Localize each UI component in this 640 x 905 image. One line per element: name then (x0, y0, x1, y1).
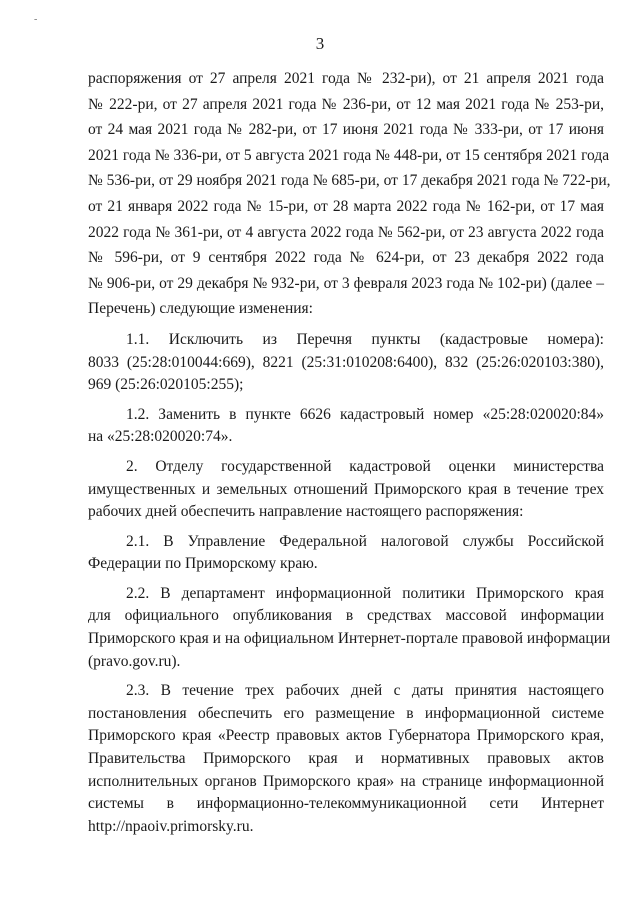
text-line: Приморского края и на официальном Интернет-портале правовой информации (88, 630, 611, 648)
text-line: 2.1. В Управление Федеральной налоговой службы Российской (126, 532, 604, 550)
document-body (88, 66, 611, 838)
text-line: Приморского края «Реестр правовых актов Губернатора Приморского края, (88, 727, 604, 745)
text-line: системы в информационно-телекоммуникационной сети Интернет (88, 795, 604, 813)
paragraph-item-2-1 (88, 531, 604, 576)
text-line: № 906-ри, от 29 декабря № 932-ри, от 3 февраля 2023 года № 102-ри) (далее – (88, 274, 604, 292)
text-line: имущественных и земельных отношений Приморского края в течение трех (88, 480, 604, 498)
text-line: 2.2. В департамент информационной политики Приморского края (126, 584, 604, 602)
text-line: Перечень) следующие изменения: (88, 300, 313, 318)
paragraph-item-1-1 (88, 329, 604, 397)
text-line: Правительства Приморского края и нормативных правовых актов (88, 750, 604, 768)
paragraph-item-2-2 (88, 583, 611, 673)
text-line: от 21 января 2022 года № 15-ри, от 28 марта 2022 года № 162-ри, от 17 мая (88, 197, 604, 215)
text-line: (pravo.gov.ru). (88, 652, 181, 670)
text-line: на «25:28:020020:74». (88, 428, 233, 446)
text-line: 1.1. Исключить из Перечня пункты (кадастровые номера): (126, 330, 604, 348)
text-line: исполнительных органов Приморского края» на странице информационной (88, 772, 604, 790)
text-line: 2.3. В течение трех рабочих дней с даты принятия настоящего (126, 682, 604, 700)
text-line: 1.2. Заменить в пункте 6626 кадастровый номер «25:28:020020:84» (126, 405, 604, 423)
text-line: Федерации по Приморскому краю. (88, 555, 318, 573)
text-line: 2. Отделу государственной кадастровой оценки министерства (126, 457, 604, 475)
text-line: 969 (25:26:020105:255); (88, 376, 244, 394)
text-line: 2022 года № 361-ри, от 4 августа 2022 года № 562-ри, от 23 августа 2022 года (88, 223, 604, 241)
text-line: рабочих дней обеспечить направление настоящего распоряжения: (88, 503, 524, 521)
text-line: 2021 года № 336-ри, от 5 августа 2021 года № 448-ри, от 15 сентября 2021 года (88, 146, 610, 164)
text-line: № 222-ри, от 27 апреля 2021 года № 236-ри, от 12 мая 2021 года № 253-ри, (88, 95, 604, 113)
text-line: 8033 (25:28:010044:669), 8221 (25:31:010208:6400), 832 (25:26:020103:380), (88, 353, 604, 371)
text-line: № 596-ри, от 9 сентября 2022 года № 624-ри, от 23 декабря 2022 года (88, 249, 604, 267)
paragraph-item-2 (88, 456, 604, 524)
scan-mark: - (34, 14, 38, 25)
text-line: от 24 мая 2021 года № 282-ри, от 17 июня 2021 года № 333-ри, от 17 июня (88, 121, 604, 139)
text-line: № 536-ри, от 29 ноября 2021 года № 685-ри, от 17 декабря 2021 года № 722-ри, (88, 172, 611, 190)
paragraph-intro (88, 66, 611, 322)
paragraph-item-1-2 (88, 404, 604, 449)
text-line: http://npaoiv.primorsky.ru. (88, 817, 254, 835)
text-line: для официального опубликования в средствах массовой информации (88, 607, 604, 625)
text-line: постановления обеспечить его размещение в информационной системе (88, 704, 604, 722)
text-line: распоряжения от 27 апреля 2021 года № 232-ри), от 21 апреля 2021 года (88, 70, 604, 87)
page-number: 3 (315, 34, 325, 53)
paragraph-item-2-3 (88, 680, 604, 838)
